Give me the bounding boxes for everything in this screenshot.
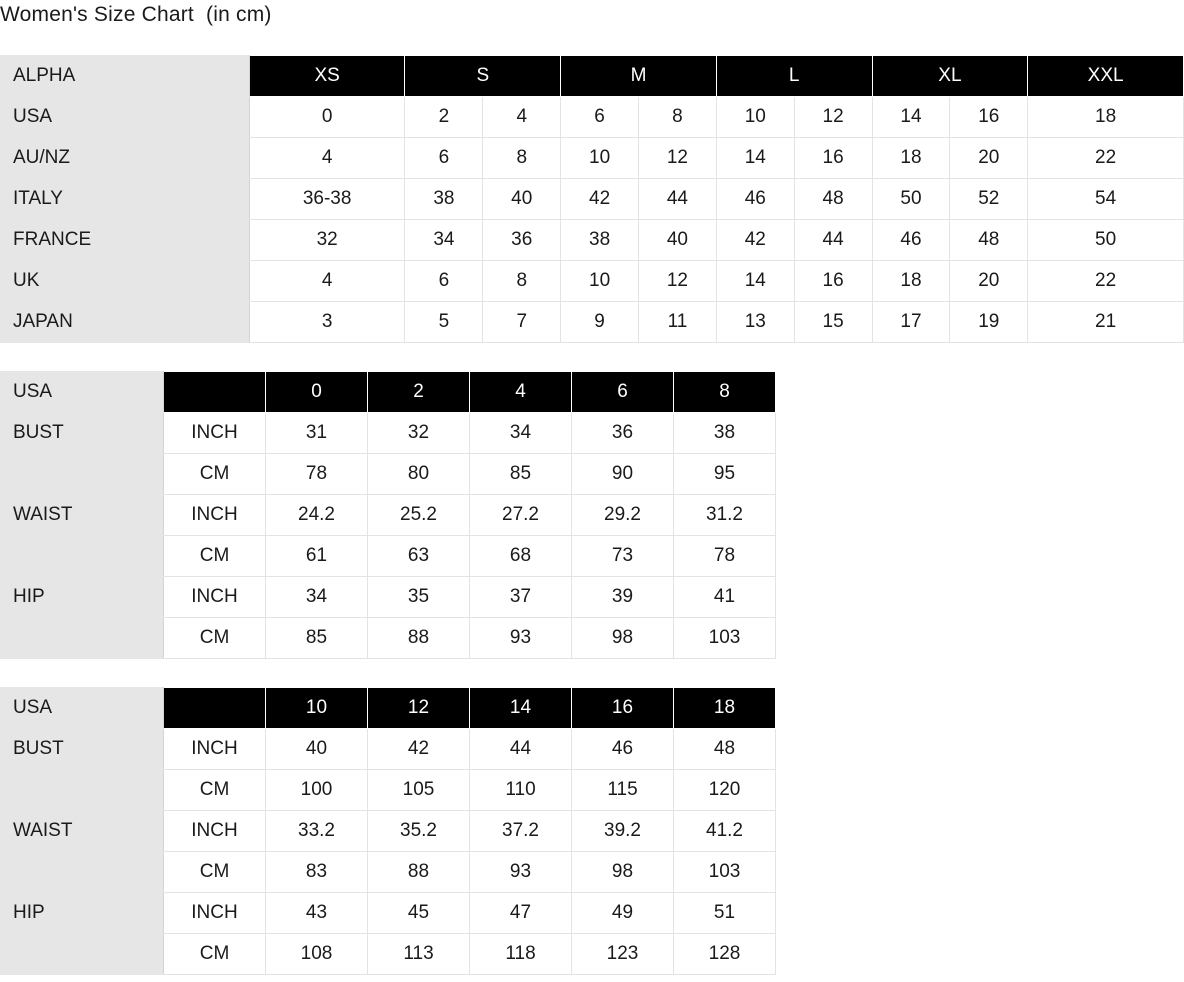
measurement-label: WAIST [1, 811, 164, 852]
table-cell: 41 [674, 577, 776, 618]
unit-header [164, 372, 266, 413]
table-cell: 40 [483, 179, 561, 220]
table-cell: 27.2 [470, 495, 572, 536]
table-cell: 61 [266, 536, 368, 577]
table-cell: 47 [470, 893, 572, 934]
table-cell: 44 [639, 179, 717, 220]
table-cell: 12 [794, 97, 872, 138]
table-cell: 128 [674, 934, 776, 975]
row-label: UK [1, 261, 250, 302]
table-cell: 98 [572, 618, 674, 659]
table-cell: 36 [572, 413, 674, 454]
unit-cell: CM [164, 770, 266, 811]
table-cell: 31 [266, 413, 368, 454]
table-cell: 22 [1028, 261, 1184, 302]
table-cell: 2 [405, 97, 483, 138]
table-cell: 18 [872, 138, 950, 179]
table-cell: 42 [561, 179, 639, 220]
table-cell: 42 [716, 220, 794, 261]
table-row [1, 811, 776, 852]
size-header: 6 [572, 372, 674, 413]
measurement-body [1, 372, 776, 659]
measurement-label [1, 852, 164, 893]
table-cell: 18 [872, 261, 950, 302]
table-row [1, 934, 776, 975]
size-header: 16 [572, 688, 674, 729]
row-label: JAPAN [1, 302, 250, 343]
table-cell: 40 [266, 729, 368, 770]
table-cell: 16 [794, 138, 872, 179]
row-label: ITALY [1, 179, 250, 220]
table-cell: 48 [794, 179, 872, 220]
size-conversion-table [0, 55, 1184, 343]
unit-header [164, 688, 266, 729]
size-header: 18 [674, 688, 776, 729]
table-row [1, 220, 1184, 261]
table-cell: 3 [249, 302, 405, 343]
table-cell: 12 [639, 261, 717, 302]
table-cell: 45 [368, 893, 470, 934]
header-label: ALPHA [1, 56, 250, 97]
table-cell: 8 [483, 138, 561, 179]
table-row [1, 893, 776, 934]
table-cell: 95 [674, 454, 776, 495]
size-header: 8 [674, 372, 776, 413]
table-cell: 0 [249, 97, 405, 138]
table-cell: 43 [266, 893, 368, 934]
table-cell: 6 [405, 138, 483, 179]
table-cell: 36 [483, 220, 561, 261]
measurement-label [1, 618, 164, 659]
table-row [1, 852, 776, 893]
table-cell: 22 [1028, 138, 1184, 179]
table-cell: 38 [561, 220, 639, 261]
table-cell: 17 [872, 302, 950, 343]
table-cell: 54 [1028, 179, 1184, 220]
unit-cell: CM [164, 934, 266, 975]
table-cell: 98 [572, 852, 674, 893]
unit-cell: INCH [164, 893, 266, 934]
unit-cell: CM [164, 852, 266, 893]
page-title: Women's Size Chart (in cm) [0, 3, 272, 26]
header-label: USA [1, 372, 164, 413]
table-cell: 83 [266, 852, 368, 893]
size-header: 14 [470, 688, 572, 729]
table-cell: 105 [368, 770, 470, 811]
table-cell: 40 [639, 220, 717, 261]
table-cell: 20 [950, 138, 1028, 179]
table-cell: 118 [470, 934, 572, 975]
table-cell: 8 [639, 97, 717, 138]
table-cell: 11 [639, 302, 717, 343]
measurement-label: BUST [1, 413, 164, 454]
table-cell: 41.2 [674, 811, 776, 852]
table-cell: 6 [561, 97, 639, 138]
table-cell: 46 [872, 220, 950, 261]
table-cell: 24.2 [266, 495, 368, 536]
table-row [1, 536, 776, 577]
measurement-table-small [0, 371, 776, 659]
row-label: AU/NZ [1, 138, 250, 179]
table-cell: 93 [470, 852, 572, 893]
unit-cell: CM [164, 454, 266, 495]
table-cell: 108 [266, 934, 368, 975]
unit-cell: CM [164, 618, 266, 659]
table-cell: 25.2 [368, 495, 470, 536]
table-cell: 18 [1028, 97, 1184, 138]
table-cell: 37.2 [470, 811, 572, 852]
unit-cell: CM [164, 536, 266, 577]
table-cell: 46 [716, 179, 794, 220]
measurement-label: WAIST [1, 495, 164, 536]
table-cell: 88 [368, 852, 470, 893]
table-cell: 13 [716, 302, 794, 343]
table-row [1, 770, 776, 811]
table-cell: 32 [368, 413, 470, 454]
table-cell: 21 [1028, 302, 1184, 343]
table-cell: 12 [639, 138, 717, 179]
size-header: 0 [266, 372, 368, 413]
table-cell: 50 [872, 179, 950, 220]
table-cell: 103 [674, 852, 776, 893]
table-row [1, 261, 1184, 302]
table-cell: 14 [716, 261, 794, 302]
table-row [1, 618, 776, 659]
table-cell: 35 [368, 577, 470, 618]
header-label: USA [1, 688, 164, 729]
table-cell: 49 [572, 893, 674, 934]
table-cell: 78 [674, 536, 776, 577]
table-cell: 39 [572, 577, 674, 618]
table-cell: 39.2 [572, 811, 674, 852]
table-row [1, 454, 776, 495]
table-cell: 85 [470, 454, 572, 495]
table-cell: 38 [674, 413, 776, 454]
table-cell: 10 [561, 138, 639, 179]
header-row [1, 56, 1184, 97]
table-cell: 6 [405, 261, 483, 302]
unit-cell: INCH [164, 729, 266, 770]
table-cell: 16 [950, 97, 1028, 138]
table-cell: 4 [483, 97, 561, 138]
table-cell: 93 [470, 618, 572, 659]
table-cell: 34 [266, 577, 368, 618]
table-cell: 88 [368, 618, 470, 659]
table-cell: 15 [794, 302, 872, 343]
measurement-label: HIP [1, 577, 164, 618]
table-cell: 51 [674, 893, 776, 934]
table-cell: 123 [572, 934, 674, 975]
table-row [1, 302, 1184, 343]
table-cell: 90 [572, 454, 674, 495]
table-cell: 37 [470, 577, 572, 618]
size-header: 4 [470, 372, 572, 413]
size-group-header: L [716, 56, 872, 97]
table-row [1, 729, 776, 770]
table-cell: 29.2 [572, 495, 674, 536]
table-row [1, 577, 776, 618]
table-row [1, 97, 1184, 138]
table-cell: 16 [794, 261, 872, 302]
measurement-label: HIP [1, 893, 164, 934]
table-cell: 63 [368, 536, 470, 577]
table-cell: 31.2 [674, 495, 776, 536]
table-cell: 34 [470, 413, 572, 454]
size-header: 12 [368, 688, 470, 729]
table-cell: 52 [950, 179, 1028, 220]
table-cell: 78 [266, 454, 368, 495]
conversion-body [1, 56, 1184, 343]
table-cell: 19 [950, 302, 1028, 343]
table-row [1, 413, 776, 454]
table-cell: 80 [368, 454, 470, 495]
table-cell: 10 [716, 97, 794, 138]
size-group-header: M [561, 56, 717, 97]
table-row [1, 138, 1184, 179]
table-cell: 48 [950, 220, 1028, 261]
size-header: 10 [266, 688, 368, 729]
table-cell: 68 [470, 536, 572, 577]
table-cell: 35.2 [368, 811, 470, 852]
measurement-label [1, 454, 164, 495]
table-cell: 9 [561, 302, 639, 343]
table-cell: 73 [572, 536, 674, 577]
table-cell: 34 [405, 220, 483, 261]
measurement-label [1, 536, 164, 577]
table-cell: 50 [1028, 220, 1184, 261]
unit-cell: INCH [164, 577, 266, 618]
table-cell: 14 [716, 138, 794, 179]
row-label: USA [1, 97, 250, 138]
measurement-body [1, 688, 776, 975]
header-row [1, 688, 776, 729]
table-cell: 7 [483, 302, 561, 343]
table-cell: 14 [872, 97, 950, 138]
measurement-label [1, 770, 164, 811]
table-cell: 5 [405, 302, 483, 343]
unit-cell: INCH [164, 811, 266, 852]
table-cell: 85 [266, 618, 368, 659]
table-row [1, 179, 1184, 220]
table-cell: 4 [249, 261, 405, 302]
size-group-header: XXL [1028, 56, 1184, 97]
table-cell: 44 [794, 220, 872, 261]
header-row [1, 372, 776, 413]
table-cell: 38 [405, 179, 483, 220]
table-cell: 120 [674, 770, 776, 811]
size-group-header: XL [872, 56, 1028, 97]
measurement-label [1, 934, 164, 975]
table-cell: 113 [368, 934, 470, 975]
table-cell: 100 [266, 770, 368, 811]
size-header: 2 [368, 372, 470, 413]
table-cell: 4 [249, 138, 405, 179]
table-cell: 103 [674, 618, 776, 659]
measurement-label: BUST [1, 729, 164, 770]
table-cell: 36-38 [249, 179, 405, 220]
table-cell: 32 [249, 220, 405, 261]
table-row [1, 495, 776, 536]
measurement-table-large [0, 687, 776, 975]
size-group-header: S [405, 56, 561, 97]
table-cell: 8 [483, 261, 561, 302]
table-cell: 115 [572, 770, 674, 811]
table-cell: 10 [561, 261, 639, 302]
unit-cell: INCH [164, 413, 266, 454]
row-label: FRANCE [1, 220, 250, 261]
table-cell: 33.2 [266, 811, 368, 852]
size-group-header: XS [249, 56, 405, 97]
table-cell: 42 [368, 729, 470, 770]
table-cell: 20 [950, 261, 1028, 302]
table-cell: 46 [572, 729, 674, 770]
table-cell: 44 [470, 729, 572, 770]
unit-cell: INCH [164, 495, 266, 536]
table-cell: 110 [470, 770, 572, 811]
table-cell: 48 [674, 729, 776, 770]
